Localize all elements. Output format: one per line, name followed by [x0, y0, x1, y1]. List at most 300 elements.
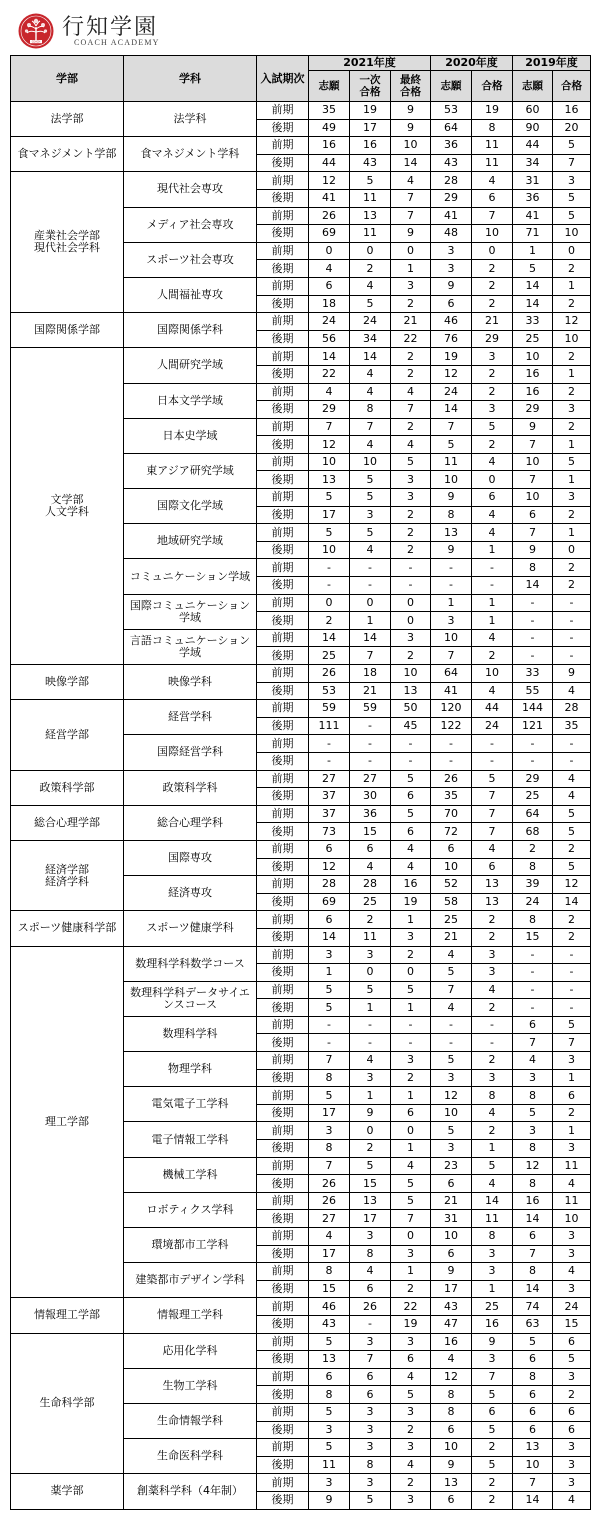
value-cell: 27	[309, 770, 350, 788]
value-cell: 10	[553, 225, 591, 243]
value-cell: 19	[350, 102, 391, 120]
faculty-cell: スポーツ健康科学部	[11, 911, 124, 946]
period-cell: 後期	[257, 788, 309, 806]
header-2021-first-pass: 一次 合格	[350, 71, 391, 102]
table-row	[11, 840, 591, 858]
value-cell: 21	[472, 313, 513, 331]
value-cell: 2	[391, 1474, 431, 1492]
value-cell: 2	[553, 1386, 591, 1404]
value-cell: 27	[309, 1210, 350, 1228]
value-cell: 5	[513, 1333, 553, 1351]
value-cell: -	[350, 717, 391, 735]
value-cell: 10	[472, 225, 513, 243]
period-cell: 前期	[257, 313, 309, 331]
value-cell: 10	[553, 1210, 591, 1228]
value-cell: 13	[472, 876, 513, 894]
department-cell: 国際経営学科	[124, 735, 257, 770]
department-cell: 国際専攻	[124, 840, 257, 875]
value-cell: 15	[350, 823, 391, 841]
value-cell: 11	[472, 1210, 513, 1228]
value-cell: 6	[350, 1280, 391, 1298]
value-cell: -	[391, 577, 431, 595]
value-cell: 5	[553, 453, 591, 471]
value-cell: -	[350, 752, 391, 770]
header-2019-pass: 合格	[553, 71, 591, 102]
value-cell: 21	[391, 313, 431, 331]
value-cell: 14	[309, 348, 350, 366]
value-cell: 2	[391, 506, 431, 524]
value-cell: 14	[472, 1192, 513, 1210]
value-cell: 15	[309, 1280, 350, 1298]
value-cell: 25	[309, 647, 350, 665]
value-cell: 3	[553, 1140, 591, 1158]
value-cell: 3	[350, 1228, 391, 1246]
value-cell: 10	[513, 489, 553, 507]
value-cell: 5	[391, 453, 431, 471]
value-cell: 12	[431, 365, 472, 383]
value-cell: 8	[309, 1140, 350, 1158]
value-cell: 14	[553, 893, 591, 911]
value-cell: 5	[431, 436, 472, 454]
period-cell: 後期	[257, 1104, 309, 1122]
value-cell: 6	[472, 858, 513, 876]
value-cell: 5	[553, 137, 591, 155]
faculty-cell: 情報理工学部	[11, 1298, 124, 1333]
value-cell: 1	[553, 436, 591, 454]
value-cell: 10	[513, 348, 553, 366]
value-cell: 19	[431, 348, 472, 366]
value-cell: 1	[472, 612, 513, 630]
department-cell: 情報理工学科	[124, 1298, 257, 1333]
value-cell: 3	[391, 1333, 431, 1351]
value-cell: 3	[472, 1351, 513, 1369]
value-cell: 90	[513, 119, 553, 137]
value-cell: 2	[391, 1280, 431, 1298]
value-cell: -	[513, 594, 553, 612]
value-cell: 5	[431, 1052, 472, 1070]
period-cell: 後期	[257, 119, 309, 137]
value-cell: 24	[350, 313, 391, 331]
value-cell: 10	[553, 330, 591, 348]
period-cell: 前期	[257, 735, 309, 753]
value-cell: 3	[513, 1122, 553, 1140]
value-cell: 17	[309, 1245, 350, 1263]
value-cell: 3	[431, 242, 472, 260]
faculty-cell: 薬学部	[11, 1474, 124, 1509]
department-cell: 地域研究学域	[124, 524, 257, 559]
value-cell: -	[472, 752, 513, 770]
value-cell: 3	[472, 946, 513, 964]
value-cell: -	[513, 964, 553, 982]
value-cell: 9	[431, 277, 472, 295]
value-cell: 4	[309, 1228, 350, 1246]
value-cell: -	[513, 946, 553, 964]
value-cell: 20	[553, 119, 591, 137]
value-cell: 5	[350, 295, 391, 313]
period-cell: 前期	[257, 1052, 309, 1070]
value-cell: 18	[350, 665, 391, 683]
department-cell: 人間福祉専攻	[124, 277, 257, 312]
value-cell: -	[431, 752, 472, 770]
value-cell: 13	[431, 1474, 472, 1492]
value-cell: -	[391, 559, 431, 577]
value-cell: 8	[309, 1069, 350, 1087]
value-cell: 53	[431, 102, 472, 120]
period-cell: 前期	[257, 1333, 309, 1351]
value-cell: 4	[472, 1104, 513, 1122]
value-cell: 9	[431, 541, 472, 559]
admissions-table	[10, 55, 591, 1510]
value-cell: 5	[350, 471, 391, 489]
value-cell: 10	[431, 858, 472, 876]
period-cell: 後期	[257, 964, 309, 982]
value-cell: 5	[350, 172, 391, 190]
value-cell: 37	[309, 805, 350, 823]
value-cell: 50	[391, 700, 431, 718]
period-cell: 前期	[257, 700, 309, 718]
value-cell: 4	[472, 524, 513, 542]
value-cell: 4	[472, 1175, 513, 1193]
value-cell: 7	[553, 154, 591, 172]
value-cell: 3	[391, 1245, 431, 1263]
table-row	[11, 102, 591, 120]
value-cell: 16	[513, 383, 553, 401]
value-cell: 29	[431, 189, 472, 207]
period-cell: 前期	[257, 242, 309, 260]
department-cell: 人間研究学域	[124, 348, 257, 383]
value-cell: 4	[391, 1456, 431, 1474]
value-cell: 25	[350, 893, 391, 911]
value-cell: -	[350, 559, 391, 577]
period-cell: 後期	[257, 999, 309, 1017]
value-cell: 3	[553, 489, 591, 507]
value-cell: 7	[513, 1245, 553, 1263]
value-cell: 14	[513, 1210, 553, 1228]
value-cell: 8	[513, 1175, 553, 1193]
value-cell: 22	[391, 1298, 431, 1316]
value-cell: 25	[472, 1298, 513, 1316]
value-cell: 29	[513, 401, 553, 419]
value-cell: 5	[553, 189, 591, 207]
period-cell: 後期	[257, 1315, 309, 1333]
value-cell: 6	[309, 1368, 350, 1386]
value-cell: 25	[513, 330, 553, 348]
value-cell: 5	[309, 981, 350, 999]
value-cell: 10	[513, 1456, 553, 1474]
faculty-cell: 政策科学部	[11, 770, 124, 805]
value-cell: 6	[350, 840, 391, 858]
period-cell: 後期	[257, 154, 309, 172]
value-cell: 7	[431, 418, 472, 436]
value-cell: 13	[350, 207, 391, 225]
department-cell: 数理科学科	[124, 1016, 257, 1051]
value-cell: 10	[431, 471, 472, 489]
value-cell: 35	[431, 788, 472, 806]
academy-seal-icon	[18, 13, 54, 49]
value-cell: 6	[513, 1351, 553, 1369]
department-cell: ロボティクス学科	[124, 1192, 257, 1227]
value-cell: 5	[350, 1491, 391, 1509]
faculty-cell: 生命科学部	[11, 1333, 124, 1474]
value-cell: 11	[350, 225, 391, 243]
value-cell: 14	[350, 629, 391, 647]
period-cell: 後期	[257, 1034, 309, 1052]
value-cell: 5	[391, 981, 431, 999]
value-cell: 1	[513, 242, 553, 260]
value-cell: 2	[553, 295, 591, 313]
value-cell: -	[391, 735, 431, 753]
value-cell: 3	[391, 471, 431, 489]
value-cell: -	[553, 946, 591, 964]
value-cell: 8	[513, 911, 553, 929]
value-cell: 5	[309, 1333, 350, 1351]
value-cell: 17	[350, 119, 391, 137]
faculty-cell: 経営学部	[11, 700, 124, 770]
value-cell: 3	[350, 1439, 391, 1457]
period-cell: 後期	[257, 682, 309, 700]
period-cell: 後期	[257, 612, 309, 630]
value-cell: -	[309, 559, 350, 577]
value-cell: 31	[513, 172, 553, 190]
faculty-cell: 食マネジメント学部	[11, 137, 124, 172]
value-cell: 26	[309, 207, 350, 225]
value-cell: 6	[553, 1421, 591, 1439]
value-cell: 22	[391, 330, 431, 348]
value-cell: 0	[309, 242, 350, 260]
value-cell: 4	[391, 172, 431, 190]
value-cell: 3	[309, 1421, 350, 1439]
value-cell: 13	[309, 1351, 350, 1369]
value-cell: 1	[553, 471, 591, 489]
value-cell: 4	[472, 629, 513, 647]
value-cell: 35	[553, 717, 591, 735]
value-cell: -	[553, 752, 591, 770]
value-cell: 21	[431, 928, 472, 946]
value-cell: 14	[350, 348, 391, 366]
value-cell: 7	[513, 1474, 553, 1492]
value-cell: 6	[391, 788, 431, 806]
svg-text:COACH: COACH	[31, 40, 41, 44]
value-cell: 14	[309, 928, 350, 946]
value-cell: 0	[472, 471, 513, 489]
value-cell: 24	[553, 1298, 591, 1316]
value-cell: 4	[391, 858, 431, 876]
period-cell: 前期	[257, 946, 309, 964]
value-cell: -	[513, 629, 553, 647]
period-cell: 後期	[257, 858, 309, 876]
value-cell: 1	[391, 911, 431, 929]
value-cell: 120	[431, 700, 472, 718]
value-cell: 6	[431, 840, 472, 858]
value-cell: 9	[472, 1333, 513, 1351]
value-cell: 5	[391, 770, 431, 788]
period-cell: 後期	[257, 647, 309, 665]
value-cell: 21	[350, 682, 391, 700]
value-cell: 10	[431, 629, 472, 647]
brand-name-en: COACH ACADEMY	[74, 38, 160, 47]
table-row	[11, 911, 591, 929]
value-cell: 4	[391, 383, 431, 401]
value-cell: 7	[513, 1034, 553, 1052]
value-cell: 58	[431, 893, 472, 911]
value-cell: 4	[472, 840, 513, 858]
value-cell: 37	[309, 788, 350, 806]
table-body	[11, 102, 591, 1510]
value-cell: 23	[431, 1157, 472, 1175]
value-cell: 5	[350, 489, 391, 507]
value-cell: 3	[472, 964, 513, 982]
header-year-2019: 2019年度	[513, 56, 591, 71]
value-cell: 47	[431, 1315, 472, 1333]
value-cell: 2	[472, 1052, 513, 1070]
value-cell: -	[309, 752, 350, 770]
value-cell: -	[553, 629, 591, 647]
value-cell: 15	[513, 928, 553, 946]
value-cell: 4	[553, 770, 591, 788]
value-cell: 5	[513, 260, 553, 278]
value-cell: -	[553, 612, 591, 630]
value-cell: 2	[472, 928, 513, 946]
value-cell: 6	[472, 189, 513, 207]
value-cell: 5	[431, 1122, 472, 1140]
period-cell: 前期	[257, 665, 309, 683]
value-cell: 2	[553, 840, 591, 858]
period-cell: 後期	[257, 1280, 309, 1298]
value-cell: 3	[350, 1069, 391, 1087]
value-cell: 8	[472, 1087, 513, 1105]
value-cell: -	[553, 647, 591, 665]
table-row	[11, 1474, 591, 1492]
department-cell: 日本文学学域	[124, 383, 257, 418]
value-cell: 111	[309, 717, 350, 735]
value-cell: 5	[309, 1439, 350, 1457]
value-cell: 4	[513, 1052, 553, 1070]
value-cell: 8	[431, 1386, 472, 1404]
period-cell: 後期	[257, 1210, 309, 1228]
value-cell: 4	[309, 260, 350, 278]
value-cell: 7	[309, 1157, 350, 1175]
value-cell: 2	[391, 365, 431, 383]
period-cell: 後期	[257, 1140, 309, 1158]
value-cell: 3	[391, 1052, 431, 1070]
value-cell: -	[472, 1016, 513, 1034]
value-cell: 7	[513, 524, 553, 542]
value-cell: 5	[472, 1456, 513, 1474]
value-cell: 69	[309, 893, 350, 911]
value-cell: 3	[472, 348, 513, 366]
value-cell: 0	[391, 242, 431, 260]
faculty-cell: 理工学部	[11, 946, 124, 1298]
header-year-2021: 2021年度	[309, 56, 431, 71]
value-cell: 3	[513, 1069, 553, 1087]
value-cell: 43	[431, 154, 472, 172]
value-cell: 4	[431, 999, 472, 1017]
value-cell: 6	[431, 295, 472, 313]
value-cell: 13	[350, 1192, 391, 1210]
value-cell: 2	[391, 524, 431, 542]
value-cell: 36	[513, 189, 553, 207]
value-cell: 6	[431, 1245, 472, 1263]
value-cell: 5	[472, 1421, 513, 1439]
department-cell: 環境都市工学科	[124, 1228, 257, 1263]
value-cell: 4	[350, 365, 391, 383]
value-cell: -	[309, 577, 350, 595]
table-row	[11, 700, 591, 718]
value-cell: 1	[553, 524, 591, 542]
value-cell: 16	[431, 1333, 472, 1351]
period-cell: 後期	[257, 365, 309, 383]
department-cell: 数理科学科データサイエ ンスコース	[124, 981, 257, 1016]
value-cell: -	[350, 735, 391, 753]
period-cell: 前期	[257, 840, 309, 858]
value-cell: 13	[309, 471, 350, 489]
value-cell: 9	[391, 102, 431, 120]
period-cell: 前期	[257, 1474, 309, 1492]
value-cell: 74	[513, 1298, 553, 1316]
value-cell: 11	[431, 453, 472, 471]
value-cell: 19	[391, 893, 431, 911]
table-row	[11, 1333, 591, 1351]
value-cell: 5	[309, 1403, 350, 1421]
value-cell: 11	[350, 928, 391, 946]
value-cell: 4	[553, 1175, 591, 1193]
table-row	[11, 946, 591, 964]
value-cell: 4	[472, 981, 513, 999]
value-cell: 24	[309, 313, 350, 331]
department-cell: 食マネジメント学科	[124, 137, 257, 172]
period-cell: 後期	[257, 330, 309, 348]
department-cell: 電気電子工学科	[124, 1087, 257, 1122]
value-cell: -	[553, 981, 591, 999]
value-cell: 2	[472, 1474, 513, 1492]
value-cell: 44	[472, 700, 513, 718]
value-cell: 2	[350, 260, 391, 278]
value-cell: 7	[513, 471, 553, 489]
value-cell: 7	[513, 436, 553, 454]
value-cell: 7	[309, 1052, 350, 1070]
value-cell: 45	[391, 717, 431, 735]
value-cell: 8	[309, 1386, 350, 1404]
value-cell: -	[553, 735, 591, 753]
value-cell: 2	[553, 383, 591, 401]
value-cell: 5	[553, 1351, 591, 1369]
value-cell: 3	[309, 1122, 350, 1140]
value-cell: -	[350, 1034, 391, 1052]
period-cell: 後期	[257, 436, 309, 454]
value-cell: 4	[553, 682, 591, 700]
period-cell: 前期	[257, 1087, 309, 1105]
department-cell: 物理学科	[124, 1052, 257, 1087]
value-cell: 3	[553, 1228, 591, 1246]
value-cell: 43	[350, 154, 391, 172]
value-cell: 0	[391, 612, 431, 630]
value-cell: 4	[309, 383, 350, 401]
value-cell: 6	[350, 1386, 391, 1404]
value-cell: 46	[431, 313, 472, 331]
value-cell: 5	[309, 524, 350, 542]
period-cell: 後期	[257, 260, 309, 278]
value-cell: 3	[553, 1052, 591, 1070]
value-cell: 46	[309, 1298, 350, 1316]
value-cell: 13	[391, 682, 431, 700]
value-cell: 1	[391, 1087, 431, 1105]
value-cell: 8	[350, 1456, 391, 1474]
value-cell: 3	[350, 1333, 391, 1351]
value-cell: 28	[309, 876, 350, 894]
period-cell: 後期	[257, 541, 309, 559]
value-cell: 29	[472, 330, 513, 348]
value-cell: 3	[309, 946, 350, 964]
